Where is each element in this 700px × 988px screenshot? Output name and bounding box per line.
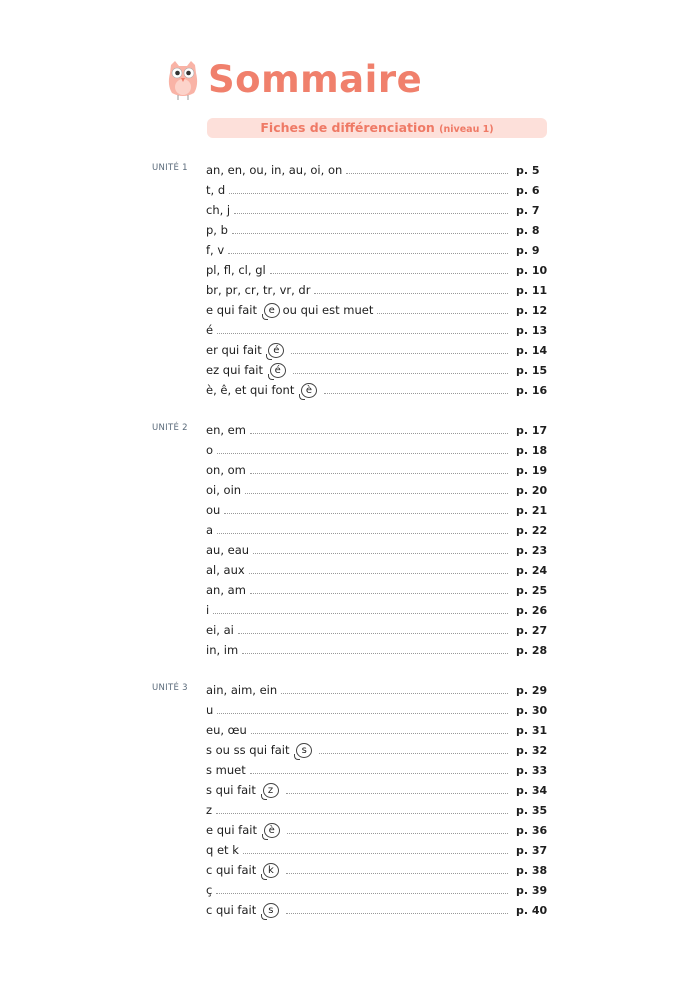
page-number: p. 10: [516, 263, 548, 277]
entry-text: eu, œu: [206, 723, 247, 737]
toc-entry[interactable]: [206, 380, 548, 400]
entry-label: [206, 883, 212, 897]
banner-subtitle: (niveau 1): [439, 124, 494, 135]
dot-leader: [250, 433, 508, 434]
entry-label: [206, 863, 282, 878]
toc-entry[interactable]: [206, 480, 548, 500]
page-number: p. 28: [516, 643, 548, 657]
toc-entry[interactable]: [206, 420, 548, 440]
entry-label: [206, 163, 342, 177]
entry-text: q et k: [206, 843, 239, 857]
page-number: p. 9: [516, 243, 540, 257]
dot-leader: [281, 693, 508, 694]
dot-leader: [224, 513, 508, 514]
toc-entry[interactable]: [206, 640, 548, 660]
entry-text: e qui fait: [206, 303, 257, 317]
entry-text: in, im: [206, 643, 239, 657]
unit-label: UNITÉ 2: [152, 423, 188, 433]
entry-text: s ou ss qui fait: [206, 743, 290, 757]
entry-label: [206, 343, 287, 358]
page-number: p. 15: [516, 363, 548, 377]
page-number: p. 22: [516, 523, 548, 537]
sound-bubble-icon: è: [301, 383, 317, 398]
dot-leader: [314, 293, 508, 294]
page-number: p. 6: [516, 183, 540, 197]
entry-text: s muet: [206, 763, 246, 777]
dot-leader: [245, 493, 508, 494]
toc-entry[interactable]: [206, 600, 548, 620]
page-number: p. 11: [516, 283, 548, 297]
entry-text: ei, ai: [206, 623, 234, 637]
entry-text: al, aux: [206, 563, 245, 577]
entry-text: ou: [206, 503, 221, 517]
toc-entry[interactable]: [206, 500, 548, 520]
entry-label: [206, 423, 246, 437]
entry-label: [206, 283, 310, 297]
toc-entry[interactable]: [206, 820, 548, 840]
page-number: p. 35: [516, 803, 548, 817]
entry-text: ç: [206, 883, 213, 897]
dot-leader: [249, 573, 508, 574]
dot-leader: [251, 733, 508, 734]
page-number: p. 14: [516, 343, 548, 357]
entry-label: [206, 583, 246, 597]
toc-entry[interactable]: [206, 860, 548, 880]
page-title: Sommaire: [208, 58, 423, 101]
page-number: p. 7: [516, 203, 540, 217]
entry-label: [206, 183, 225, 197]
page-number: p. 27: [516, 623, 548, 637]
page-number: p. 34: [516, 783, 548, 797]
page-number: p. 18: [516, 443, 548, 457]
page-number: p. 33: [516, 763, 548, 777]
sound-bubble-icon: k: [263, 863, 279, 878]
page-number: p. 16: [516, 383, 548, 397]
unit-label: UNITÉ 3: [152, 683, 188, 693]
entry-text: an, am: [206, 583, 246, 597]
entry-text: f, v: [206, 243, 225, 257]
entry-text: ez qui fait: [206, 363, 264, 377]
page-number: p. 38: [516, 863, 548, 877]
entry-text: on, om: [206, 463, 246, 477]
toc-entry[interactable]: [206, 320, 548, 340]
owl-logo-icon: [166, 59, 200, 101]
toc-entry[interactable]: [206, 580, 548, 600]
page-number: p. 8: [516, 223, 540, 237]
entry-label: [206, 783, 282, 798]
dot-leader: [270, 273, 508, 274]
toc-entry[interactable]: [206, 900, 548, 920]
entry-label: [206, 843, 239, 857]
entry-label: [206, 503, 220, 517]
page-number: p. 5: [516, 163, 540, 177]
sound-bubble-icon: s: [263, 903, 279, 918]
toc-entry[interactable]: [206, 560, 548, 580]
header: [166, 58, 422, 101]
entry-label: [206, 383, 320, 398]
entry-label: [206, 263, 266, 277]
entry-text: é: [206, 323, 214, 337]
page-number: p. 30: [516, 703, 548, 717]
unit-label: UNITÉ 1: [152, 163, 188, 173]
toc-entry[interactable]: [206, 280, 548, 300]
banner-title: Fiches de différenciation: [260, 120, 435, 135]
sound-bubble-icon: e: [264, 303, 280, 318]
toc-entry[interactable]: [206, 700, 548, 720]
page-number: p. 40: [516, 903, 548, 917]
entry-label: [206, 903, 282, 918]
sound-bubble-icon: é: [268, 343, 284, 358]
entry-text: br, pr, cr, tr, vr, dr: [206, 283, 311, 297]
page-number: p. 36: [516, 823, 548, 837]
entry-label: [206, 603, 209, 617]
dot-leader: [346, 173, 508, 174]
entry-label: [206, 723, 247, 737]
entry-label: [206, 543, 249, 557]
dot-leader: [250, 473, 508, 474]
dot-leader: [217, 333, 508, 334]
dot-leader: [287, 833, 508, 834]
entry-label: [206, 443, 213, 457]
entry-label: [206, 703, 213, 717]
toc-entry[interactable]: [206, 260, 548, 280]
dot-leader: [216, 893, 508, 894]
toc-entry[interactable]: [206, 300, 548, 320]
entry-text: en, em: [206, 423, 246, 437]
page-number: p. 13: [516, 323, 548, 337]
page-number: p. 24: [516, 563, 548, 577]
toc-entry[interactable]: [206, 780, 548, 800]
dot-leader: [228, 253, 508, 254]
entry-text: s qui fait: [206, 783, 256, 797]
page-number: p. 39: [516, 883, 548, 897]
entry-text: u: [206, 703, 214, 717]
dot-leader: [324, 393, 508, 394]
sound-bubble-icon: é: [270, 363, 286, 378]
toc-entry[interactable]: [206, 720, 548, 740]
toc-entry[interactable]: [206, 680, 548, 700]
toc-entry[interactable]: [206, 160, 540, 180]
toc-entry[interactable]: [206, 240, 540, 260]
page-number: p. 23: [516, 543, 548, 557]
toc-entry[interactable]: [206, 440, 548, 460]
dot-leader: [377, 313, 508, 314]
dot-leader: [250, 773, 508, 774]
dot-leader: [293, 373, 508, 374]
toc-entry[interactable]: [206, 360, 548, 380]
entry-label: [206, 523, 213, 537]
toc-entry[interactable]: [206, 540, 548, 560]
toc-entry[interactable]: [206, 880, 548, 900]
page-number: p. 31: [516, 723, 548, 737]
page-number: p. 29: [516, 683, 548, 697]
entry-label: [206, 623, 234, 637]
page-number: p. 26: [516, 603, 548, 617]
entry-label: [206, 363, 289, 378]
entry-label: [206, 303, 373, 318]
entry-label: [206, 323, 213, 337]
page-number: p. 17: [516, 423, 548, 437]
dot-leader: [291, 353, 508, 354]
entry-text: z: [206, 803, 213, 817]
dot-leader: [213, 613, 508, 614]
dot-leader: [217, 453, 508, 454]
entry-label: [206, 763, 246, 777]
dot-leader: [286, 913, 508, 914]
entry-text: c qui fait: [206, 863, 257, 877]
page-number: p. 37: [516, 843, 548, 857]
entry-text: ain, aim, ein: [206, 683, 278, 697]
page-number: p. 19: [516, 463, 548, 477]
dot-leader: [286, 873, 508, 874]
entry-text: t, d: [206, 183, 226, 197]
section-banner: [207, 118, 547, 138]
toc-entry[interactable]: [206, 460, 548, 480]
dot-leader: [319, 753, 508, 754]
entry-label: [206, 683, 277, 697]
sound-bubble-icon: è: [264, 823, 280, 838]
dot-leader: [243, 853, 508, 854]
entry-text: au, eau: [206, 543, 250, 557]
entry-text: è, ê, et qui font: [206, 383, 295, 397]
sound-bubble-icon: s: [296, 743, 312, 758]
toc-entry[interactable]: [206, 840, 548, 860]
entry-label: [206, 243, 224, 257]
toc-entry[interactable]: [206, 200, 540, 220]
dot-leader: [232, 233, 508, 234]
entry-text: i: [206, 603, 210, 617]
dot-leader: [238, 633, 508, 634]
page-number: p. 21: [516, 503, 548, 517]
toc-entry[interactable]: [206, 740, 548, 760]
entry-label: [206, 643, 238, 657]
entry-text: c qui fait: [206, 903, 257, 917]
dot-leader: [217, 533, 508, 534]
entry-text-after: ou qui est muet: [282, 303, 374, 317]
entry-label: [206, 463, 246, 477]
dot-leader: [253, 553, 508, 554]
dot-leader: [242, 653, 508, 654]
entry-text: ch, j: [206, 203, 231, 217]
dot-leader: [234, 213, 508, 214]
entry-text: er qui fait: [206, 343, 262, 357]
entry-label: [206, 743, 315, 758]
page-number: p. 25: [516, 583, 548, 597]
dot-leader: [229, 193, 508, 194]
entry-label: [206, 483, 241, 497]
toc-entry[interactable]: [206, 220, 540, 240]
entry-label: [206, 803, 212, 817]
entry-text: pl, fl, cl, gl: [206, 263, 266, 277]
entry-text: e qui fait: [206, 823, 257, 837]
entry-label: [206, 563, 245, 577]
entry-text: p, b: [206, 223, 228, 237]
dot-leader: [250, 593, 508, 594]
entry-text: oi, oin: [206, 483, 242, 497]
toc-entry[interactable]: [206, 620, 548, 640]
dot-leader: [216, 813, 508, 814]
page-number: p. 20: [516, 483, 548, 497]
entry-text: a: [206, 523, 214, 537]
toc-entry[interactable]: [206, 340, 548, 360]
entry-text: an, en, ou, in, au, oi, on: [206, 163, 343, 177]
page-number: p. 12: [516, 303, 548, 317]
page-number: p. 32: [516, 743, 548, 757]
dot-leader: [217, 713, 508, 714]
toc-entry[interactable]: [206, 520, 548, 540]
entry-label: [206, 203, 230, 217]
entry-label: [206, 223, 228, 237]
entry-label: [206, 823, 283, 838]
toc-entry[interactable]: [206, 800, 548, 820]
sound-bubble-icon: z: [263, 783, 279, 798]
entry-text: o: [206, 443, 214, 457]
toc-entry[interactable]: [206, 760, 548, 780]
dot-leader: [286, 793, 508, 794]
toc-entry[interactable]: [206, 180, 540, 200]
